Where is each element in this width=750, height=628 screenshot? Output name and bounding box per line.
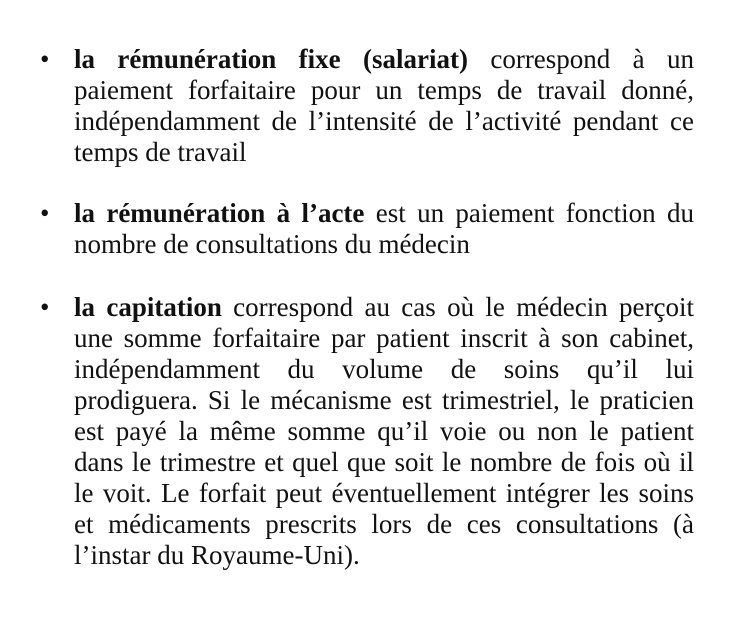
- definition-body: correspond au cas où le médecin perçoit une somme forfaitaire par patient inscrit à son cabinet, indépendamment du volume de soins qu’il lui prodiguera. Si le mécanisme est trimestriel, le praticien est payé la même somme qu’il voie ou non le patient dans le trimestre et quel que soit le nombre de fois où il le voit. Le forfait peut éventuellement intégrer les soins et médicaments prescrits lors de ces consultations (à l’instar du Royaume-Uni).: [74, 292, 694, 570]
- bullet-marker: •: [40, 44, 50, 74]
- definition-body: correspond à un paiement forfaitaire pour un temps de travail donné, indépendamment de l’intensité de l’activité pendant ce temps de travail: [74, 44, 694, 167]
- definition-term: la rémunération à l’acte: [74, 198, 365, 228]
- definition-term: la capitation: [74, 292, 222, 322]
- list-item-text: [74, 292, 694, 571]
- definition-term: la rémunération fixe (salariat): [74, 44, 468, 74]
- list-item-text: [74, 44, 694, 168]
- definition-body: est un paiement fonction du nombre de consultations du médecin: [74, 198, 694, 259]
- bullet-marker: •: [40, 292, 50, 322]
- bullet-marker: •: [40, 198, 50, 228]
- list-item-text: [74, 198, 694, 260]
